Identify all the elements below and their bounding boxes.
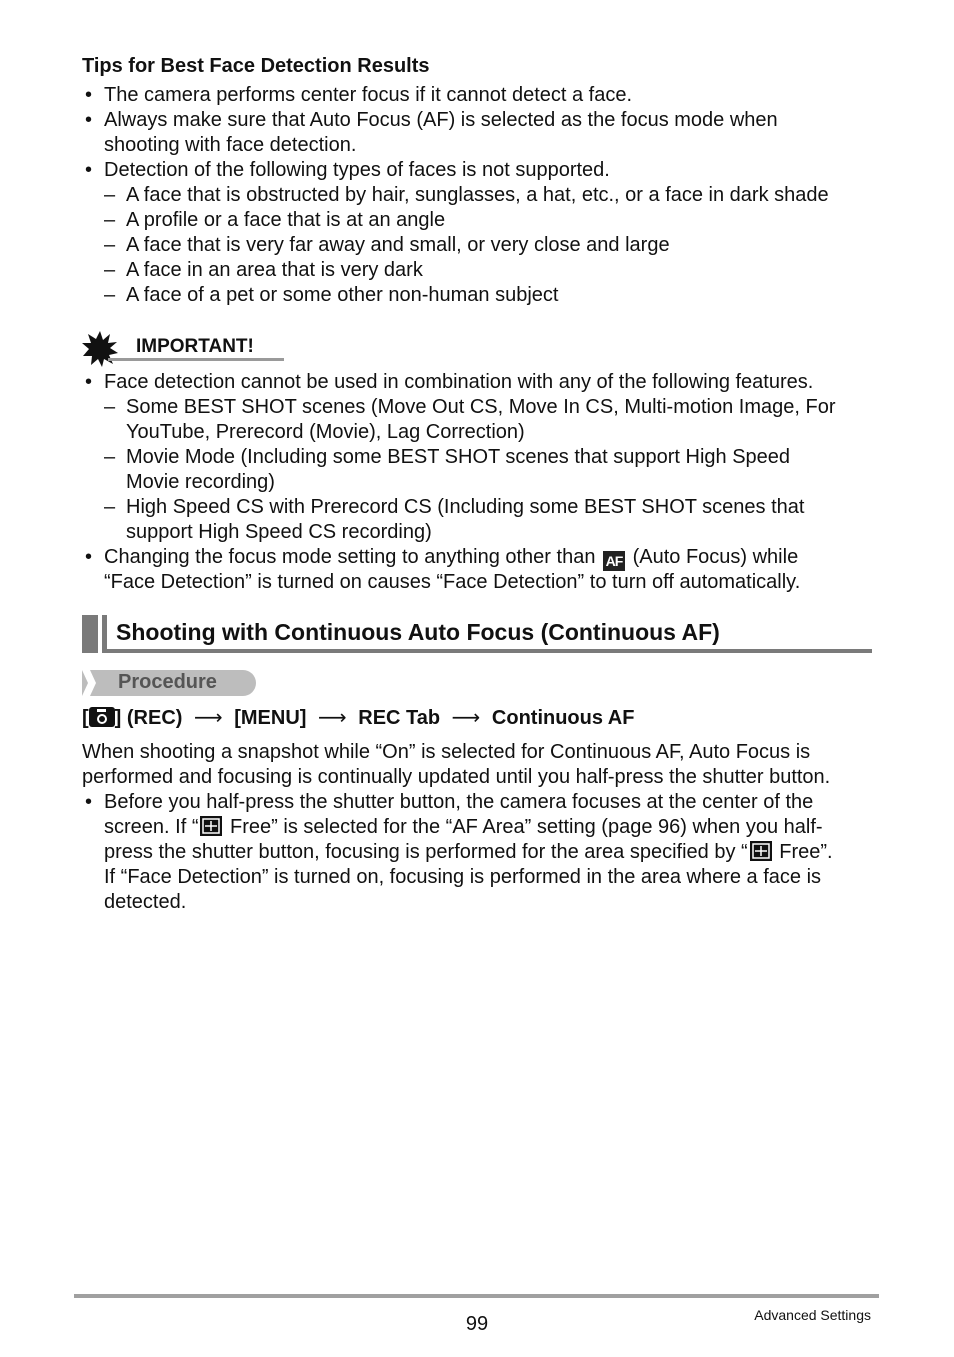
sub-list-item: A face in an area that is very dark <box>126 259 423 281</box>
section-bar-block <box>82 615 98 653</box>
sub-list-item: A face of a pet or some other non-human subject <box>126 284 559 306</box>
list-item-text: Free” is selected for the “AF Area” setting (page 96) when you half- <box>224 816 823 838</box>
path-menu: [MENU] <box>234 707 307 729</box>
list-item: The camera performs center focus if it cannot detect a face. <box>104 84 633 106</box>
important-underline <box>108 358 284 361</box>
sub-list-item-continuation: support High Speed CS recording) <box>126 521 432 543</box>
section-bar-stripe <box>102 615 107 653</box>
list-item-continuation <box>104 815 823 840</box>
bullet-glyph: • <box>85 84 93 106</box>
procedure-tag <box>82 670 256 696</box>
dash-glyph: – <box>104 234 116 256</box>
camera-icon <box>89 707 115 727</box>
path-bracket: [ <box>82 707 89 729</box>
sub-list-item: High Speed CS with Prerecord CS (Including some BEST SHOT scenes that <box>126 496 805 518</box>
dash-glyph: – <box>104 184 116 206</box>
dash-glyph: – <box>104 259 116 281</box>
list-item-continuation: If “Face Detection” is turned on, focusing is performed in the area where a face is <box>104 866 822 888</box>
af-area-free-icon <box>750 841 772 861</box>
sub-list-item: Some BEST SHOT scenes (Move Out CS, Move In CS, Multi-motion Image, For <box>126 396 836 418</box>
footer-rule <box>74 1294 879 1298</box>
list-item-text: Changing the focus mode setting to anything other than <box>104 546 596 568</box>
important-burst-icon <box>82 331 118 367</box>
menu-path <box>82 706 634 731</box>
page-number: 99 <box>465 1313 489 1335</box>
list-item-continuation <box>104 840 833 865</box>
list-item: Face detection cannot be used in combination with any of the following features. <box>104 371 814 393</box>
dash-glyph: – <box>104 396 116 418</box>
path-continuous-af: Continuous AF <box>491 707 635 729</box>
procedure-label: Procedure <box>118 671 217 693</box>
dash-glyph: – <box>104 284 116 306</box>
list-item: Before you half-press the shutter button, the camera focuses at the center of the <box>104 791 814 813</box>
sub-list-item: A profile or a face that is at an angle <box>126 209 446 231</box>
list-item-continuation: “Face Detection” is turned on causes “Face Detection” to turn off automatically. <box>104 571 801 593</box>
bullet-glyph: • <box>85 791 93 813</box>
dash-glyph: – <box>104 446 116 468</box>
list-item-text: screen. If “ <box>104 816 199 838</box>
body-paragraph-line: When shooting a snapshot while “On” is selected for Continuous AF, Auto Focus is <box>82 741 811 763</box>
list-item: Always make sure that Auto Focus (AF) is selected as the focus mode when <box>104 109 778 131</box>
dash-glyph: – <box>104 496 116 518</box>
sub-list-item: A face that is very far away and small, or very close and large <box>126 234 670 256</box>
bullet-glyph: • <box>85 371 93 393</box>
sub-list-item: A face that is obstructed by hair, sunglasses, a hat, etc., or a face in dark shade <box>126 184 829 206</box>
important-label: IMPORTANT! <box>136 336 254 357</box>
list-item-continuation: detected. <box>104 891 187 913</box>
list-item <box>104 545 798 571</box>
section-heading-bar <box>82 615 872 653</box>
dash-glyph: – <box>104 209 116 231</box>
auto-focus-icon: AF <box>603 551 625 571</box>
procedure-notch-icon <box>82 670 96 696</box>
list-item-text: press the shutter button, focusing is performed for the area specified by “ <box>104 841 748 863</box>
arrow-icon: ⟶ <box>194 707 223 729</box>
sub-list-item-continuation: Movie recording) <box>126 471 275 493</box>
tips-heading: Tips for Best Face Detection Results <box>82 55 430 77</box>
path-rec: ] (REC) <box>114 707 183 729</box>
list-item: Detection of the following types of faces is not supported. <box>104 159 610 181</box>
arrow-icon: ⟶ <box>451 707 481 729</box>
arrow-icon: ⟶ <box>318 707 347 729</box>
bullet-glyph: • <box>85 159 93 181</box>
sub-list-item: Movie Mode (Including some BEST SHOT scenes that support High Speed <box>126 446 791 468</box>
section-title: Shooting with Continuous Auto Focus (Continuous AF) <box>116 619 720 645</box>
bullet-glyph: • <box>85 546 93 568</box>
list-item-text: Free”. <box>773 841 833 863</box>
sub-list-item-continuation: YouTube, Prerecord (Movie), Lag Correction) <box>126 421 525 443</box>
list-item-text: (Auto Focus) while <box>632 546 799 568</box>
path-rec-tab: REC Tab <box>358 707 441 729</box>
list-item-continuation: shooting with face detection. <box>104 134 357 156</box>
section-underline <box>102 649 872 653</box>
footer-section-name: Advanced Settings <box>754 1307 871 1323</box>
body-paragraph-line: performed and focusing is continually updated until you half-press the shutter button. <box>82 766 831 788</box>
bullet-glyph: • <box>85 109 93 131</box>
af-area-free-icon <box>200 816 222 836</box>
